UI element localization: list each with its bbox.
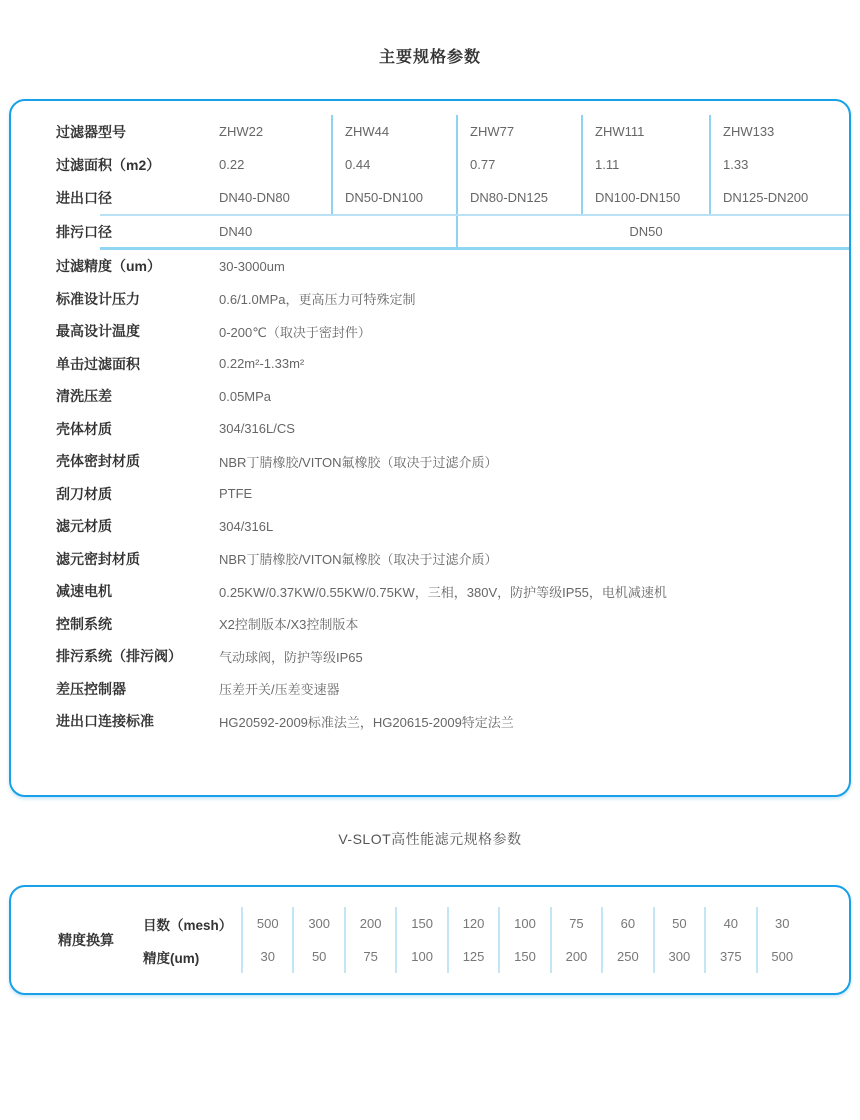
mesh-value: 40 xyxy=(704,907,755,940)
spec-row xyxy=(56,640,834,673)
param-value: 304/316L/CS xyxy=(219,421,295,437)
spec-row xyxy=(56,250,834,283)
mesh-value: 50 xyxy=(653,907,704,940)
param-value: NBR丁腈橡胶/VITON氟橡胶（取决于过滤介质） xyxy=(219,454,498,470)
param-value: 0.05MPa xyxy=(219,388,272,404)
mesh-value: 150 xyxy=(498,940,549,973)
param-value: 30-3000um xyxy=(219,258,285,274)
mesh-row-header: 精度(um) xyxy=(143,950,200,966)
mesh-value: 250 xyxy=(601,940,652,973)
mesh-value: 75 xyxy=(550,907,601,940)
param-label: 刮刀材质 xyxy=(56,485,112,502)
spec-row xyxy=(56,283,834,316)
param-value: 0-200℃（取决于密封件） xyxy=(219,324,371,340)
param-value: PTFE xyxy=(219,486,253,502)
spec-row xyxy=(56,478,834,511)
param-value: 0.25KW/0.37KW/0.55KW/0.75KW，三相，380V，防护等级IP55，电机减速机 xyxy=(219,584,667,600)
param-label: 壳体密封材质 xyxy=(56,453,140,470)
mesh-value: 300 xyxy=(292,907,343,940)
param-label: 最高设计温度 xyxy=(56,323,140,340)
param-value: 压差开关/压差变速器 xyxy=(219,682,340,698)
param-label: 滤元材质 xyxy=(56,518,112,535)
param-label: 标准设计压力 xyxy=(56,290,140,307)
spec-header-table xyxy=(56,115,834,214)
param-label: 差压控制器 xyxy=(56,680,126,697)
param-label: 减速电机 xyxy=(56,583,112,600)
spec-row xyxy=(56,543,834,576)
param-value: 0.77 xyxy=(456,148,581,181)
spec-row xyxy=(56,673,834,706)
param-value: 304/316L xyxy=(219,518,274,534)
param-value: DN50-DN100 xyxy=(331,181,456,214)
page-title: 主要规格参数 xyxy=(378,49,481,66)
param-value: ZHW133 xyxy=(709,115,834,148)
spec-row xyxy=(56,575,834,608)
param-label: 进出口径 xyxy=(56,189,112,206)
param-label: 清洗压差 xyxy=(56,388,112,405)
param-value: DN40 xyxy=(219,224,253,239)
param-value: 0.22m²-1.33m² xyxy=(219,356,305,372)
param-label: 排污系统（排污阀） xyxy=(56,648,182,665)
mesh-value: 500 xyxy=(756,940,807,973)
mesh-table xyxy=(58,907,807,973)
param-value: DN80-DN125 xyxy=(456,181,581,214)
param-label: 进出口连接标准 xyxy=(56,713,154,730)
spec-detail-table xyxy=(56,250,834,738)
mesh-table-label: 精度换算 xyxy=(58,932,114,948)
param-value: 0.44 xyxy=(331,148,456,181)
mesh-value: 200 xyxy=(550,940,601,973)
param-value: HG20592-2009标准法兰，HG20615-2009特定法兰 xyxy=(219,714,514,730)
mesh-value: 375 xyxy=(704,940,755,973)
mesh-value: 75 xyxy=(344,940,395,973)
spec-row xyxy=(56,315,834,348)
param-value: X2控制版本/X3控制版本 xyxy=(219,617,359,633)
mesh-value: 200 xyxy=(344,907,395,940)
mesh-section-title: V-SLOT高性能滤元规格参数 xyxy=(338,831,522,847)
mesh-value: 120 xyxy=(447,907,498,940)
param-value: ZHW111 xyxy=(581,115,709,148)
spec-row xyxy=(56,380,834,413)
mesh-value: 150 xyxy=(395,907,446,940)
param-label: 过滤器型号 xyxy=(56,123,126,140)
spec-row xyxy=(56,705,834,738)
param-label: 壳体材质 xyxy=(56,420,112,437)
mesh-value: 100 xyxy=(498,907,549,940)
param-value: DN100-DN150 xyxy=(581,181,709,214)
mesh-value: 60 xyxy=(601,907,652,940)
mesh-row-header: 目数（mesh） xyxy=(143,917,233,933)
mesh-value: 30 xyxy=(241,940,292,973)
mesh-panel xyxy=(9,885,851,995)
spec-row xyxy=(56,510,834,543)
param-label: 排污口径 xyxy=(56,223,112,240)
param-label: 滤元密封材质 xyxy=(56,550,140,567)
spec-row xyxy=(56,348,834,381)
param-value: ZHW22 xyxy=(219,124,264,139)
mesh-value: 50 xyxy=(292,940,343,973)
param-value: 1.11 xyxy=(581,148,709,181)
param-label: 控制系统 xyxy=(56,615,112,632)
param-label: 单击过滤面积 xyxy=(56,355,140,372)
param-value: ZHW44 xyxy=(331,115,456,148)
mesh-value: 100 xyxy=(395,940,446,973)
spec-panel xyxy=(9,99,851,797)
param-value: DN50 xyxy=(456,216,834,247)
mesh-value: 300 xyxy=(653,940,704,973)
mesh-value: 500 xyxy=(241,907,292,940)
spec-row xyxy=(56,445,834,478)
mesh-value: 30 xyxy=(756,907,807,940)
spec-row xyxy=(56,413,834,446)
drain-row xyxy=(56,216,834,247)
mesh-value: 125 xyxy=(447,940,498,973)
param-label: 过滤精度（um） xyxy=(56,258,161,275)
param-label: 过滤面积（m2） xyxy=(56,156,161,173)
param-value: ZHW77 xyxy=(456,115,581,148)
param-value: 气动球阀，防护等级IP65 xyxy=(219,649,363,665)
param-value: 0.6/1.0MPa，更高压力可特殊定制 xyxy=(219,292,416,308)
param-value: NBR丁腈橡胶/VITON氟橡胶（取决于过滤介质） xyxy=(219,552,498,568)
param-value: 0.22 xyxy=(219,157,245,172)
param-value: DN125-DN200 xyxy=(709,181,834,214)
param-value: DN40-DN80 xyxy=(219,190,290,205)
spec-row xyxy=(56,608,834,641)
param-value: 1.33 xyxy=(709,148,834,181)
